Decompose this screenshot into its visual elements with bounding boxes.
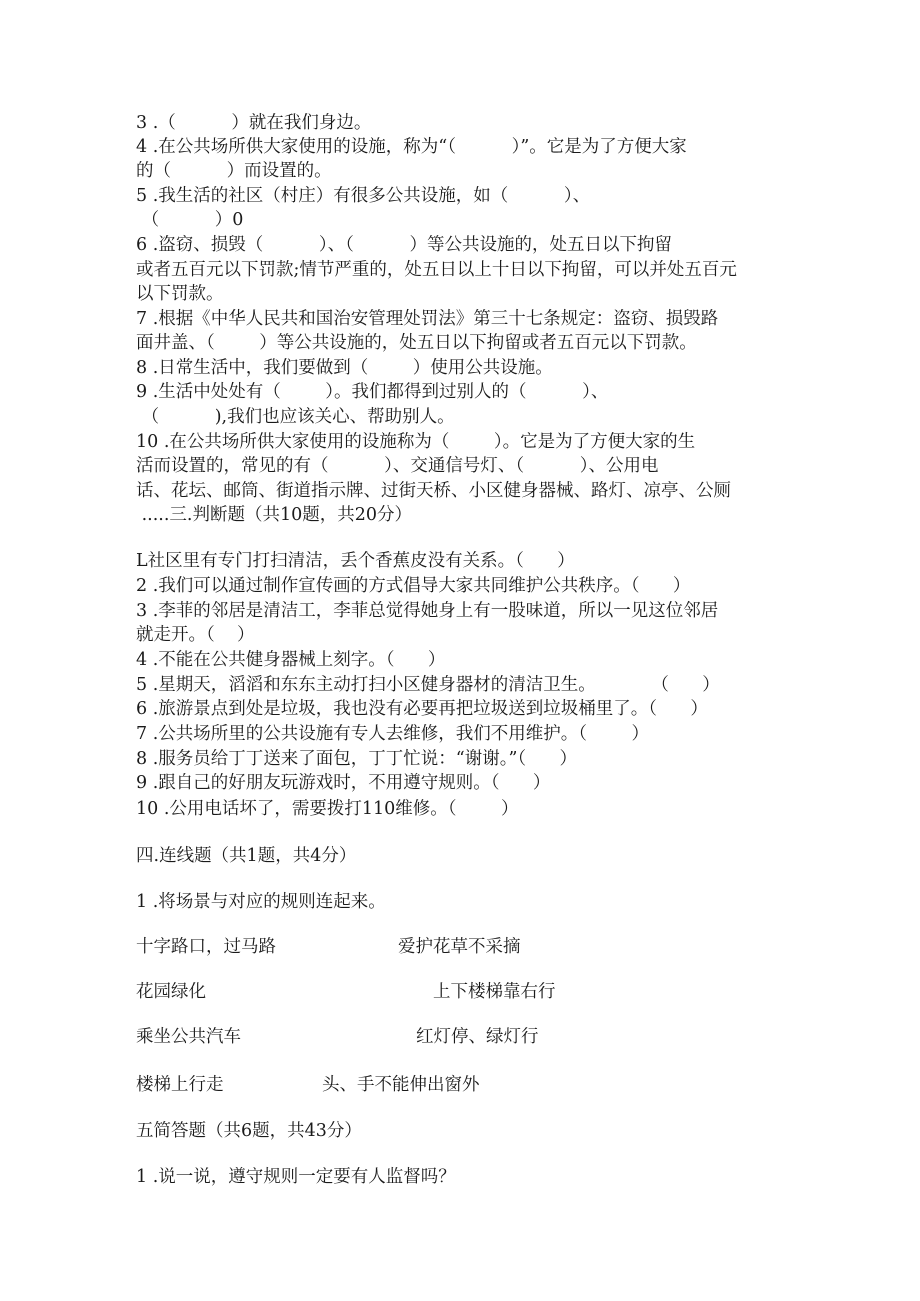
question-line: 9 .跟自己的好朋友玩游戏时，不用遵守规则。（ ） [136, 773, 551, 793]
question-line: L社区里有专门打扫清洁，丢个香蕉皮没有关系。（ ） [136, 551, 575, 571]
question-line: 3 .（ ）就在我们身边。 [136, 113, 372, 133]
match-right-item: 上下楼梯靠右行 [433, 982, 556, 1002]
match-left-item: 楼梯上行走 [136, 1075, 224, 1095]
match-left-item: 花园绿化 [136, 982, 206, 1002]
question-line: 话、花坛、邮筒、街道指示牌、过街天桥、小区健身器械、路灯、凉亭、公厕 [136, 481, 731, 501]
question-line: 5 .我生活的社区（村庄）有很多公共设施，如（ ）、 [136, 186, 591, 206]
question-line: 的（ ）而设置的。 [136, 161, 332, 181]
question-line: 2 .我们可以通过制作宣传画的方式倡导大家共同维护公共秩序。（ ） [136, 576, 691, 596]
question-line: 9 .生活中处处有（ ）。我们都得到过别人的（ ）、 [136, 382, 609, 402]
match-right-item: 红灯停、绿灯行 [416, 1027, 539, 1047]
match-left-item: 乘坐公共汽车 [136, 1027, 241, 1047]
match-left-item: 十字路口，过马路 [136, 937, 276, 957]
question-line: 7 .公共场所里的公共设施有专人去维修，我们不用维护。（ ） [136, 724, 650, 744]
question-line: 1 .将场景与对应的规则连起来。 [136, 892, 386, 912]
question-line: 或者五百元以下罚款;情节严重的，处五日以上十日以下拘留，可以并处五百元 [136, 260, 737, 280]
question-line: 8 .日常生活中，我们要做到（ ）使用公共设施。 [136, 358, 553, 378]
question-line: 8 .服务员给丁丁送来了面包，丁丁忙说：“谢谢。”（ ） [136, 749, 578, 769]
question-line: 4 .不能在公共健身器械上刻字。（ ） [136, 650, 446, 670]
question-line: 10 .在公共场所供大家使用的设施称为（ ）。它是为了方便大家的生 [136, 432, 696, 452]
match-right-item: 爱护花草不采摘 [398, 937, 521, 957]
question-line: 6 .旅游景点到处是垃圾，我也没有必要再把垃圾送到垃圾桶里了。（ ） [136, 699, 708, 719]
question-line: 5 .星期天，滔滔和东东主动打扫小区健身器材的清洁卫生。 （ ） [136, 675, 720, 695]
question-line: 10 .公用电话坏了，需要拨打110维修。（ ） [136, 799, 519, 819]
question-line: 活而设置的，常见的有（ ）、交通信号灯、（ ）、公用电 [136, 456, 659, 476]
question-line: 面井盖、（ ）等公共设施的，处五日以下拘留或者五百元以下罚款。 [136, 333, 697, 353]
question-line: 就走开。（ ） [136, 625, 255, 645]
question-line: 1 .说一说，遵守规则一定要有人监督吗？ [136, 1167, 456, 1187]
match-right-item: 头、手不能伸出窗外 [322, 1075, 480, 1095]
question-line: 以下罚款。 [136, 284, 224, 304]
question-line: 7 .根据《中华人民共和国治安管理处罚法》第三十七条规定：盗窃、损毁路 [136, 309, 719, 329]
section-heading-judge: .....三.判断题（共10题，共20分） [136, 505, 412, 525]
question-line: （ ）0 [136, 210, 244, 230]
question-line: 6 .盗窃、损毁（ ）、（ ）等公共设施的，处五日以下拘留 [136, 235, 673, 255]
question-line: （ ),我们也应该关心、帮助别人。 [136, 407, 455, 427]
section-heading-short-answer: 五简答题（共6题，共43分） [136, 1121, 362, 1141]
question-line: 4 .在公共场所供大家使用的设施，称为“（ ）”。它是为了方便大家 [136, 137, 687, 157]
section-heading-matching: 四.连线题（共1题，共4分） [136, 846, 357, 866]
question-line: 3 .李菲的邻居是清洁工，李菲总觉得她身上有一股味道，所以一见这位邻居 [136, 601, 719, 621]
